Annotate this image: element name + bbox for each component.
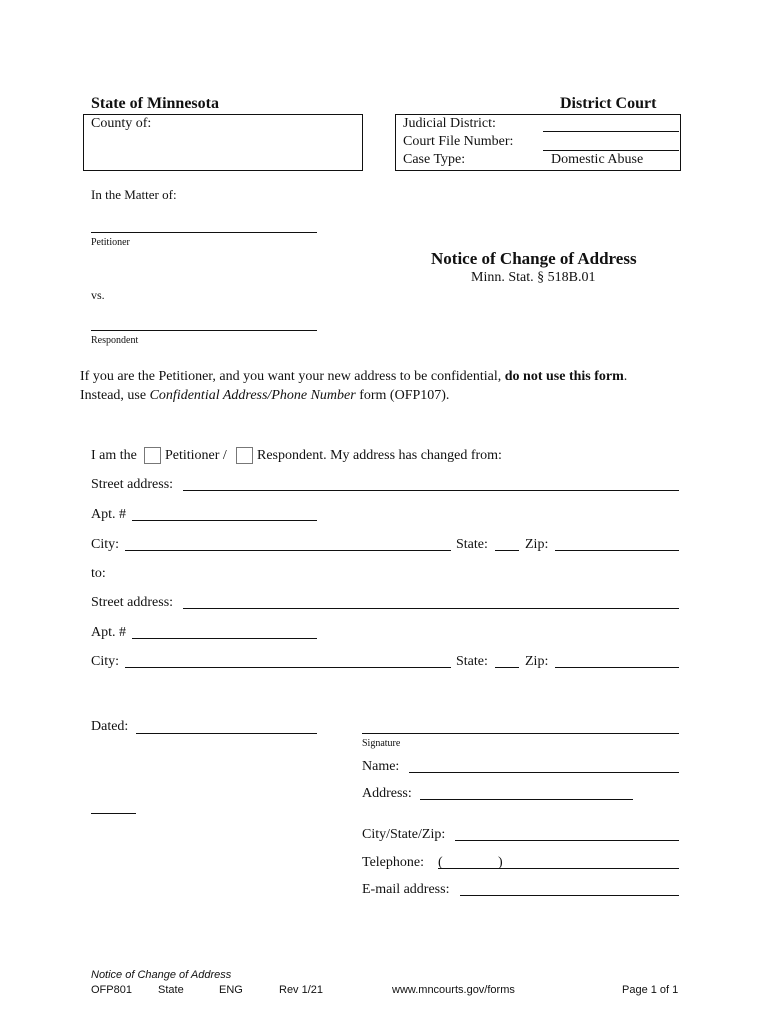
old-apt-field[interactable] [132, 520, 317, 521]
footer-form-title: Notice of Change of Address [91, 969, 232, 981]
new-apt-label: Apt. # [91, 625, 126, 640]
footer-website[interactable]: www.mncourts.gov/forms [392, 984, 515, 996]
old-apt-label: Apt. # [91, 507, 126, 522]
email-field[interactable] [460, 895, 679, 896]
instruction-period: . [623, 369, 628, 384]
footer-language: ENG [219, 984, 243, 996]
new-street-label: Street address: [91, 595, 174, 610]
case-type-label: Case Type: [403, 152, 466, 167]
address-label: Address: [362, 786, 412, 801]
footer-jurisdiction: State [158, 984, 184, 996]
city-state-zip-label: City/State/Zip: [362, 827, 446, 842]
petitioner-label: Petitioner [91, 237, 130, 248]
new-city-field[interactable] [125, 667, 451, 668]
case-type-value: Domestic Abuse [551, 152, 644, 167]
old-city-field[interactable] [125, 550, 451, 551]
old-state-label: State: [456, 537, 488, 552]
judicial-district-label: Judicial District: [403, 116, 496, 131]
new-apt-field[interactable] [132, 638, 317, 639]
telephone-open-paren: ( [438, 855, 443, 870]
old-city-label: City: [91, 537, 120, 552]
vs-label: vs. [91, 288, 105, 302]
respondent-option-label: Respondent. My address has changed from: [257, 448, 502, 463]
footer-form-code: OFP801 [91, 984, 132, 996]
dated-field-continued[interactable] [91, 813, 136, 814]
instruction-line-2 [80, 388, 449, 404]
respondent-field[interactable] [91, 330, 317, 331]
city-state-zip-field[interactable] [455, 840, 679, 841]
court-file-number-field[interactable] [543, 150, 679, 151]
instruction-form-code: form (OFP107). [355, 388, 450, 403]
new-city-label: City: [91, 654, 120, 669]
old-street-field[interactable] [183, 490, 679, 491]
old-zip-field[interactable] [555, 550, 679, 551]
statute-reference: Minn. Stat. § 518B.01 [471, 270, 596, 285]
instruction-text: If you are the Petitioner, and you want your new address to be confidential, [80, 369, 505, 384]
telephone-field[interactable] [438, 868, 679, 869]
instruction-line-1 [80, 369, 627, 385]
to-label: to: [91, 566, 106, 581]
new-state-field[interactable] [495, 667, 519, 668]
court-file-number-label: Court File Number: [403, 134, 514, 149]
footer-revision: Rev 1/21 [279, 984, 324, 996]
new-state-label: State: [456, 654, 488, 669]
instruction-warning: do not use this form [504, 369, 624, 384]
petitioner-checkbox[interactable] [144, 447, 161, 464]
new-zip-label: Zip: [525, 654, 549, 669]
signature-label: Signature [362, 738, 401, 749]
petitioner-option-label: Petitioner / [165, 448, 227, 463]
judicial-district-field[interactable] [543, 131, 679, 132]
petitioner-field[interactable] [91, 232, 317, 233]
confidential-form-name: Confidential Address/Phone Number [149, 388, 356, 403]
old-street-label: Street address: [91, 477, 174, 492]
address-field[interactable] [420, 799, 633, 800]
signature-field[interactable] [362, 733, 679, 734]
new-street-field[interactable] [183, 608, 679, 609]
telephone-label: Telephone: [362, 855, 424, 870]
name-field[interactable] [409, 772, 679, 773]
instruction-text-2: Instead, use [80, 388, 150, 403]
i-am-label: I am the [91, 448, 137, 463]
respondent-checkbox[interactable] [236, 447, 253, 464]
matter-label: In the Matter of: [91, 187, 177, 202]
new-zip-field[interactable] [555, 667, 679, 668]
court-heading: District Court [560, 95, 657, 112]
dated-label: Dated: [91, 719, 129, 734]
old-state-field[interactable] [495, 550, 519, 551]
dated-field[interactable] [136, 733, 317, 734]
form-title: Notice of Change of Address [431, 249, 637, 268]
name-label: Name: [362, 759, 400, 774]
state-heading: State of Minnesota [91, 95, 219, 112]
telephone-close-paren: ) [498, 855, 503, 870]
old-zip-label: Zip: [525, 537, 549, 552]
email-label: E-mail address: [362, 882, 450, 897]
respondent-label: Respondent [91, 335, 139, 346]
footer-page-number: Page 1 of 1 [622, 984, 679, 996]
county-label: County of: [91, 116, 152, 131]
